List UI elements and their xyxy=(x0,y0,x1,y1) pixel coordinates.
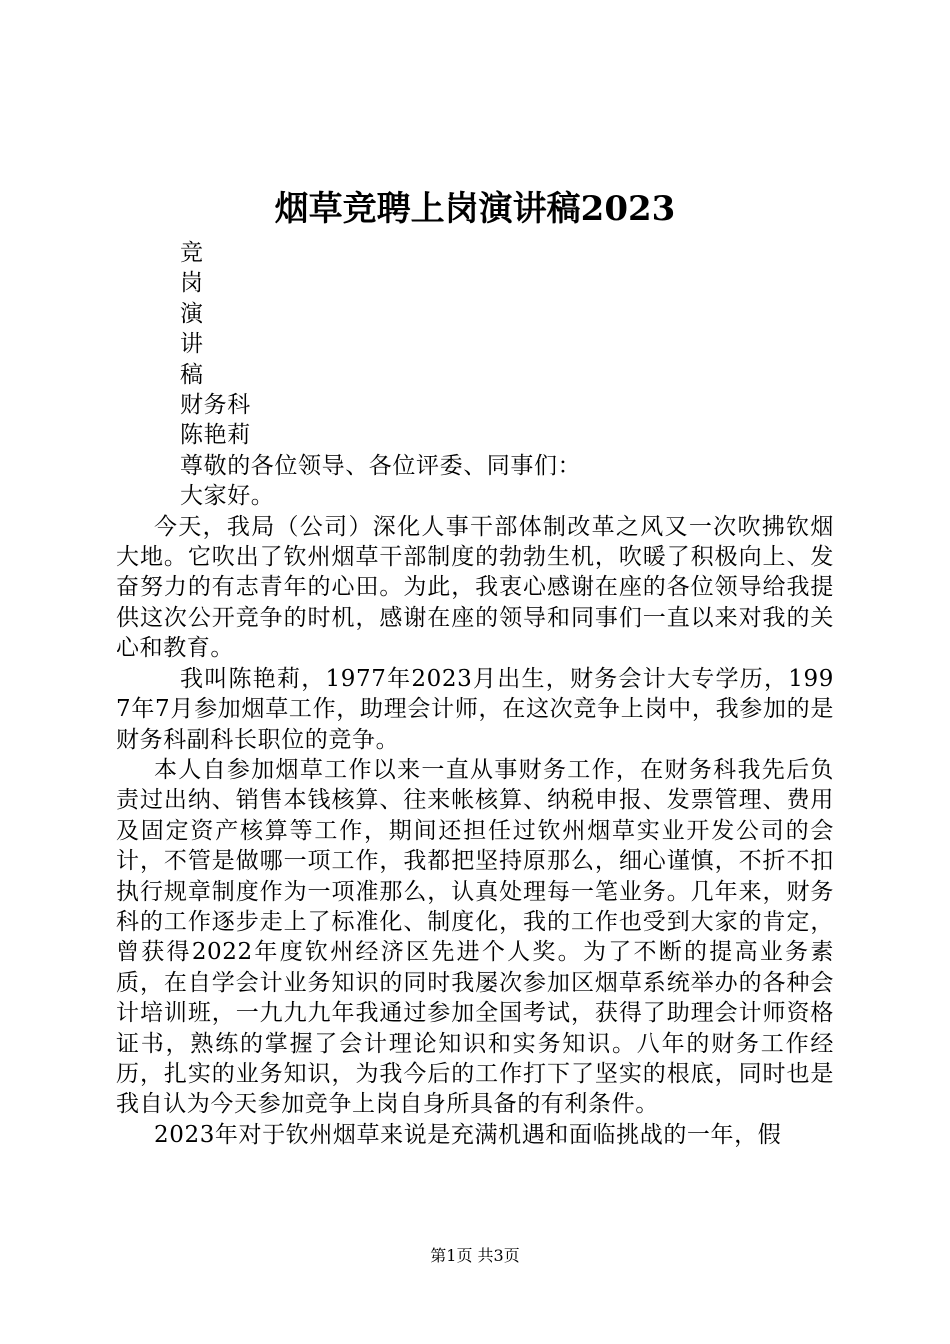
paragraph: 今天，我局（公司）深化人事干部体制改革之风又一次吹拂钦烟大地。它吹出了钦州烟草干部制度的勃勃生机，吹暖了积极向上、发奋努力的有志青年的心田。为此，我衷心感谢在座的各位领导给我提供这次公开竞争的时机，感谢在座的领导和同事们一直以来对我的关心和教育。 xyxy=(116,513,834,662)
department-line: 财务科 xyxy=(180,392,251,419)
header-line: 讲 xyxy=(180,331,204,358)
document-body xyxy=(116,238,834,1150)
salutation: 尊敬的各位领导、各位评委、同事们： xyxy=(180,452,582,479)
paragraph: 本人自参加烟草工作以来一直从事财务工作，在财务科我先后负责过出纳、销售本钱核算、往来帐核算、纳税申报、发票管理、费用及固定资产核算等工作，期间还担任过钦州烟草实业开发公司的会计，不管是做哪一项工作，我都把坚持原那么，细心谨慎，不折不扣执行规章制度作为一项准那么，认真处理每一笔业务。几年来，财务科的工作逐步走上了标准化、制度化，我的工作也受到大家的肯定，曾获得2022年度钦州经济区先进个人奖。为了不断的提高业务素质，在自学会计业务知识的同时我屡次参加区烟草系统举办的各种会计培训班，一九九九年我通过参加全国考试，获得了助理会计师资格证书，熟练的掌握了会计理论知识和实务知识。八年的财务工作经历，扎实的业务知识，为我今后的工作打下了坚实的根底，同时也是我自认为今天参加竞争上岗自身所具备的有利条件。 xyxy=(116,756,834,1118)
paragraph: 我叫陈艳莉，1977年2023月出生，财务会计大专学历，1997年7月参加烟草工作，助理会计师，在这次竞争上岗中，我参加的是财务科副科长职位的竞争。 xyxy=(116,665,834,753)
header-line: 稿 xyxy=(180,361,204,388)
header-line: 演 xyxy=(180,300,204,327)
paragraph: 2023年对于钦州烟草来说是充满机遇和面临挑战的一年，假 xyxy=(154,1121,782,1148)
author-line: 陈艳莉 xyxy=(180,422,251,449)
greeting: 大家好。 xyxy=(180,483,275,510)
header-line: 岗 xyxy=(180,270,204,297)
page-footer: 第1页 共3页 xyxy=(430,1246,520,1265)
document-title: 烟草竞聘上岗演讲稿2023 xyxy=(274,189,676,229)
header-line: 竞 xyxy=(180,240,204,266)
